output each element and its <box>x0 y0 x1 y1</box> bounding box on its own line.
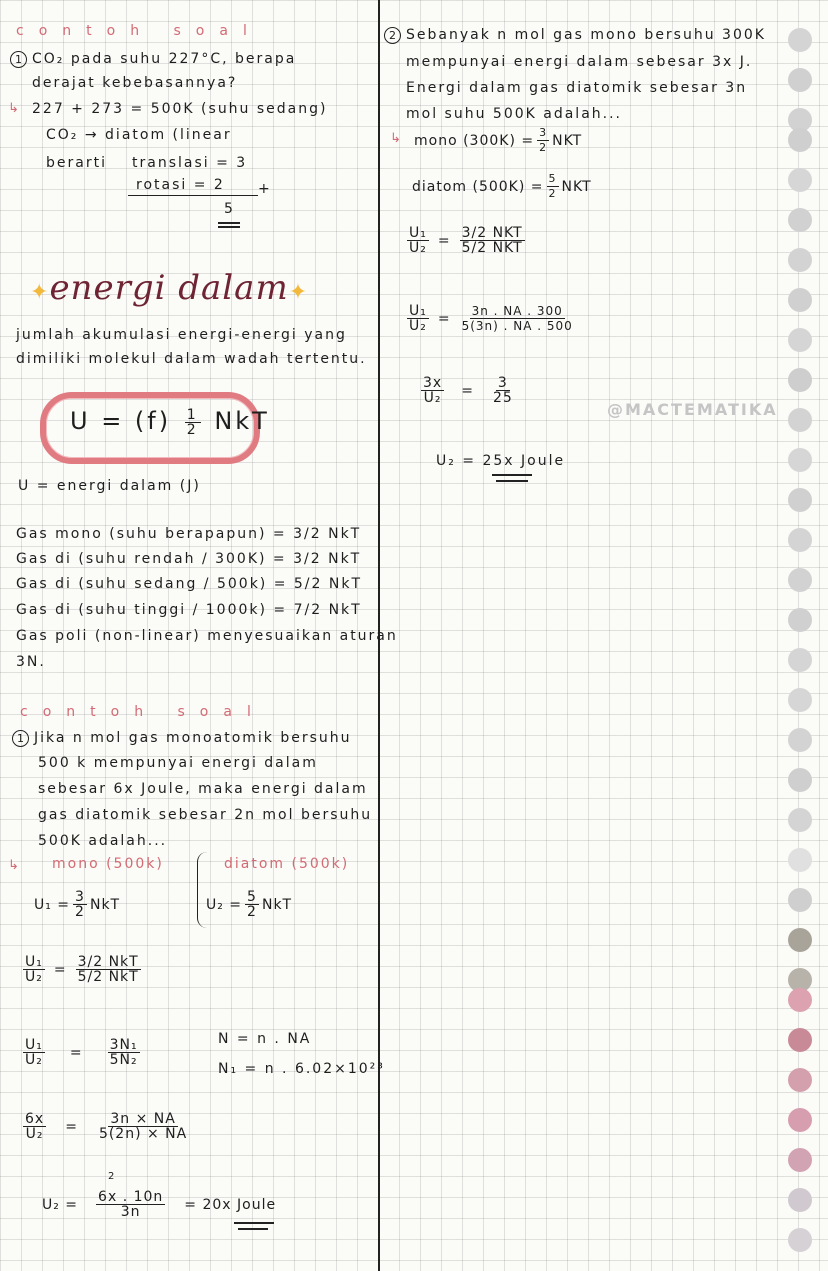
gas-line: Gas mono (suhu berapapun) = 3/2 NkT <box>16 526 362 542</box>
question-number: 2 <box>384 27 401 44</box>
small-annotation: 2 <box>108 1171 117 1182</box>
binder-ring <box>788 768 812 792</box>
question-2-line: gas diatomik sebesar 2n mol bersuhu <box>38 807 373 823</box>
energy-formula <box>70 407 270 437</box>
binder-ring <box>788 888 812 912</box>
equals-sign: = <box>437 232 451 249</box>
question-1-line-2: derajat kebebasannya? <box>32 75 238 91</box>
title-text: energi dalam <box>49 268 289 308</box>
binder-ring <box>788 1228 812 1252</box>
binder-ring <box>788 68 812 92</box>
u-definition: U = energi dalam (J) <box>18 478 201 494</box>
eq-lhs: mono (300K) = <box>414 132 535 149</box>
fraction-denominator: 25 <box>492 390 513 406</box>
question-line: mol suhu 500K adalah... <box>406 106 622 122</box>
binder-ring <box>788 1108 812 1132</box>
formula-fraction <box>185 408 201 437</box>
fraction-numerator: 3n . NA . 300 <box>471 304 563 318</box>
ratio-equation-3 <box>20 1112 192 1141</box>
fraction-numerator: 3/2 NkT <box>77 954 139 970</box>
eq-fraction <box>96 1190 165 1219</box>
equals-sign: = <box>437 310 451 327</box>
sparkle-icon: ✦ <box>30 280 50 305</box>
binder-ring <box>788 328 812 352</box>
binder-ring <box>788 28 812 52</box>
fraction-denominator: U₂ <box>409 240 427 256</box>
question-2-line: 500 k mempunyai energi dalam <box>38 755 318 771</box>
watermark: @MACTEMATIKA <box>607 400 778 419</box>
fraction-numerator: U₁ <box>409 225 427 241</box>
u2-equation <box>206 890 292 919</box>
equals-sign: = <box>65 1118 78 1135</box>
answer-underline <box>492 474 532 476</box>
answer-underline <box>238 1228 268 1230</box>
fraction-numerator: 3N₁ <box>109 1037 138 1053</box>
q1-berarti: berarti <box>46 155 107 171</box>
question-1 <box>10 50 296 68</box>
eq-fraction <box>547 172 559 201</box>
fraction-denominator: U₂ <box>25 1052 43 1068</box>
ratio-equation-right-1 <box>404 226 528 255</box>
binder-ring <box>788 608 812 632</box>
diatom-energy <box>412 172 592 201</box>
q1-step-2: CO₂ → diatom (linear <box>46 127 232 143</box>
fraction-numerator: 6x <box>25 1111 45 1127</box>
u1-equation <box>34 890 120 919</box>
binder-ring <box>788 408 812 432</box>
fraction-denominator: 5(2n) × NA <box>98 1126 188 1142</box>
arrow-icon: ↳ <box>390 131 403 146</box>
ratio-rhs <box>108 1038 140 1067</box>
fraction-numerator: U₁ <box>25 954 43 970</box>
binder-ring <box>788 248 812 272</box>
binder-ring <box>788 448 812 472</box>
fraction-numerator: 3 <box>539 126 548 139</box>
binder-ring <box>788 208 812 232</box>
binder-ring <box>788 1188 812 1212</box>
fraction-denominator: 5/2 NkT <box>77 969 139 985</box>
equals-sign: = <box>461 382 474 399</box>
fraction-denominator: 3n <box>120 1204 141 1220</box>
question-2 <box>12 729 352 747</box>
q1-translasi: translasi = 3 <box>132 155 248 171</box>
n1-equation: N₁ = n . 6.02×10²³ <box>218 1061 385 1077</box>
eq-lhs: U₁ = <box>34 896 71 913</box>
ratio-lhs <box>407 226 429 255</box>
binder-ring <box>788 168 812 192</box>
equals-sign: = <box>53 961 67 978</box>
definition-line-1: jumlah akumulasi energi-energi yang <box>16 327 347 343</box>
ratio-lhs <box>407 304 429 333</box>
binder-ring <box>788 808 812 832</box>
ratio-rhs <box>97 1112 189 1141</box>
binder-ring <box>788 1028 812 1052</box>
final-answer: U₂ = 25x Joule <box>436 453 566 469</box>
fraction-denominator: 2 <box>247 904 257 920</box>
binder-ring <box>788 848 812 872</box>
question-line: Sebanyak n mol gas mono bersuhu 300K <box>406 27 766 43</box>
ratio-lhs <box>23 955 45 984</box>
question-line: Energi dalam gas diatomik sebesar 3n <box>406 80 748 96</box>
gas-line: 3N. <box>16 654 46 670</box>
u2-final-equation <box>42 1190 276 1219</box>
fraction-numerator: 3 <box>75 889 85 905</box>
question-2-right <box>384 26 766 44</box>
eq-rhs: NkT <box>89 896 121 913</box>
fraction-numerator: 3n × NA <box>110 1111 176 1127</box>
ratio-rhs <box>460 304 575 333</box>
fraction-numerator: 5 <box>548 172 557 185</box>
eq-rhs: NkT <box>261 896 293 913</box>
ratio-equation-2 <box>20 1038 143 1067</box>
fraction-denominator: 2 <box>75 904 85 920</box>
question-line: mempunyai energi dalam sebesar 3x J. <box>406 54 753 70</box>
ratio-equation-right-3 <box>418 376 518 405</box>
mono-label: mono (500k) <box>52 856 164 872</box>
fraction-denominator: U₂ <box>25 969 43 985</box>
formula-right: NkT <box>214 407 270 435</box>
n-equation: N = n . NA <box>218 1031 312 1047</box>
gas-line: Gas di (suhu sedang / 500k) = 5/2 NkT <box>16 576 363 592</box>
eq-lhs: U₂ = <box>42 1196 79 1213</box>
fraction-numerator: 5 <box>247 889 257 905</box>
eq-lhs: U₂ = <box>206 896 243 913</box>
eq-fraction <box>73 890 87 919</box>
eq-rhs: NKT <box>561 178 592 195</box>
fraction-denominator: 2 <box>539 141 548 154</box>
fraction-denominator: 5/2 NKT <box>461 240 523 256</box>
fraction-numerator: 6x . 10n <box>98 1189 164 1205</box>
section-header-contoh-soal: contoh soal <box>16 23 262 39</box>
q1-rotasi: rotasi = 2 <box>136 177 225 193</box>
eq-lhs: diatom (500K) = <box>412 178 544 195</box>
fraction-denominator: 5N₂ <box>109 1052 138 1068</box>
fraction-denominator: U₂ <box>423 390 442 406</box>
fraction-denominator: U₂ <box>25 1126 44 1142</box>
fraction-numerator: U₁ <box>409 303 427 319</box>
binder-ring <box>788 1148 812 1172</box>
answer-underline <box>234 1222 274 1224</box>
fraction-denominator: 2 <box>548 187 557 200</box>
binder-ring <box>788 928 812 952</box>
q1-total: 5 <box>224 201 235 217</box>
ratio-rhs <box>76 955 141 984</box>
ratio-equation-right-2 <box>404 304 578 333</box>
fraction-numerator: 3/2 NKT <box>461 225 523 241</box>
binder-ring <box>788 648 812 672</box>
binder-ring <box>788 1068 812 1092</box>
gas-line: Gas di (suhu tinggi / 1000k) = 7/2 NkT <box>16 602 362 618</box>
question-2-line: sebesar 6x Joule, maka energi dalam <box>38 781 368 797</box>
sparkle-icon: ✦ <box>288 280 309 305</box>
fraction-numerator: 3 <box>497 375 508 391</box>
fraction-numerator: 1 <box>186 406 199 423</box>
binder-ring <box>788 568 812 592</box>
q1-step-1: 227 + 273 = 500K (suhu sedang) <box>32 101 328 117</box>
section-title <box>30 268 308 308</box>
ratio-rhs <box>491 376 515 405</box>
gas-line: Gas poli (non-linear) menyesuaikan aturan <box>16 628 398 644</box>
q1-plus: + <box>258 181 272 197</box>
binder-ring <box>788 488 812 512</box>
total-underline <box>218 226 240 228</box>
eq-fraction <box>537 126 549 155</box>
fraction-numerator: 3x <box>423 375 443 391</box>
total-underline <box>218 222 240 224</box>
binder-ring <box>788 988 812 1012</box>
fraction-denominator: U₂ <box>409 318 427 334</box>
definition-line-2: dimiliki molekul dalam wadah tertentu. <box>16 351 367 367</box>
question-number: 1 <box>12 730 29 747</box>
eq-rhs: = 20x Joule <box>184 1196 277 1213</box>
binder-ring <box>788 728 812 752</box>
question-2-line: Jika n mol gas monoatomik bersuhu <box>34 730 352 746</box>
eq-fraction <box>245 890 259 919</box>
ratio-lhs <box>421 376 444 405</box>
arrow-icon: ↳ <box>8 101 21 116</box>
equals-sign: = <box>69 1044 83 1061</box>
gas-line: Gas di (suhu rendah / 300K) = 3/2 NkT <box>16 551 362 567</box>
binder-ring <box>788 128 812 152</box>
sum-line <box>128 195 258 196</box>
binder-ring <box>788 688 812 712</box>
binder-ring <box>788 288 812 312</box>
fraction-denominator: 5(3n) . NA . 500 <box>461 319 573 333</box>
diatom-label: diatom (500k) <box>224 856 350 872</box>
question-number: 1 <box>10 51 27 68</box>
fraction-numerator: U₁ <box>25 1037 43 1053</box>
section-header-contoh-soal: contoh soal <box>20 704 266 720</box>
ratio-lhs <box>23 1038 45 1067</box>
answer-underline <box>496 480 528 482</box>
binder-ring <box>788 528 812 552</box>
question-2-line: 500K adalah... <box>38 833 168 849</box>
mono-energy <box>414 126 582 155</box>
ratio-equation-1 <box>20 955 144 984</box>
arrow-icon: ↳ <box>8 858 21 873</box>
ratio-rhs <box>460 226 525 255</box>
eq-rhs: NKT <box>552 132 583 149</box>
ratio-lhs <box>23 1112 46 1141</box>
question-1-line-1: CO₂ pada suhu 227°C, berapa <box>32 51 297 67</box>
fraction-denominator: 2 <box>186 421 199 438</box>
binder-ring <box>788 368 812 392</box>
formula-left: U = (f) <box>70 407 172 435</box>
